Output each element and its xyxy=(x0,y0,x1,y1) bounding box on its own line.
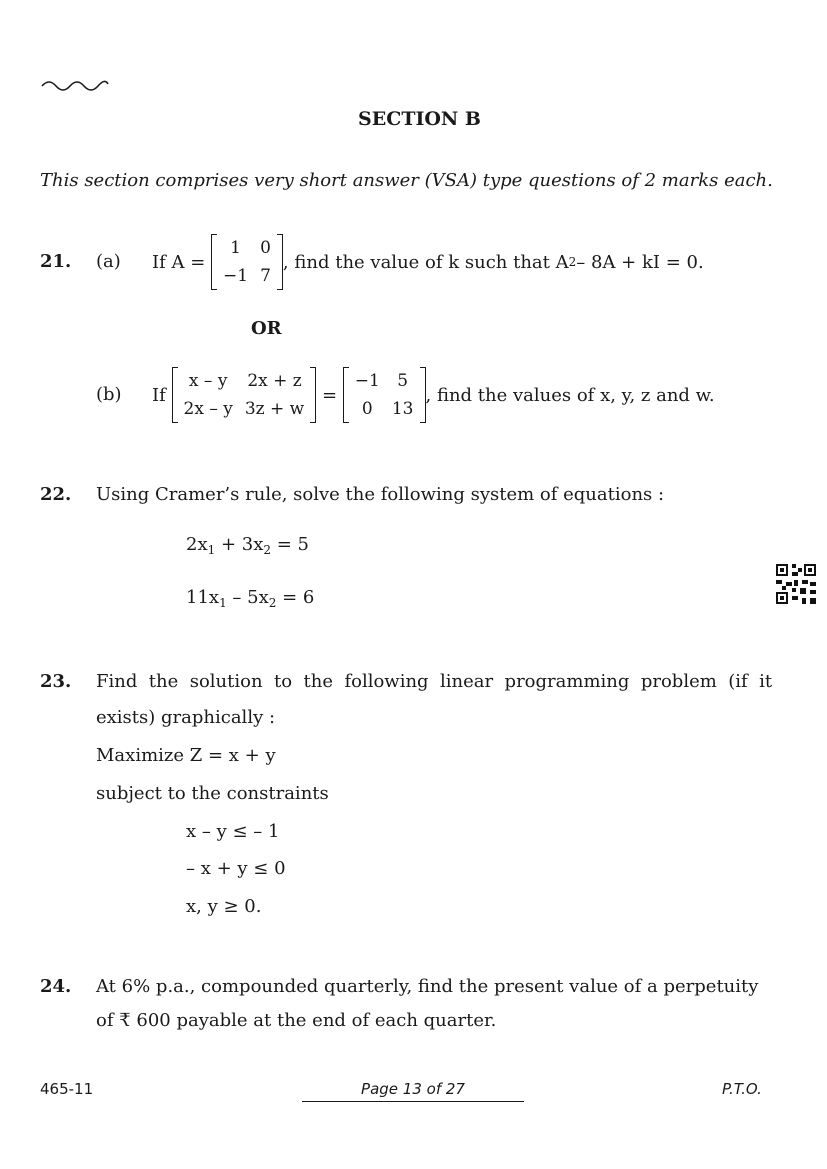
matrix-right-cell: 0 xyxy=(361,399,373,419)
q24-line-1: At 6% p.a., compounded quarterly, find the present value of a perpetuity xyxy=(96,976,759,997)
page-number: Page 13 of 27 xyxy=(361,1080,465,1098)
page-number-underline xyxy=(302,1101,524,1102)
q21a-end: – 8A + kI = 0. xyxy=(576,251,704,273)
eq-part: = 5 xyxy=(271,534,310,555)
equals-sign: = xyxy=(321,384,338,406)
eq-part: = 6 xyxy=(276,587,315,608)
q21a-label: (a) xyxy=(96,251,121,272)
paper-code: 465-11 xyxy=(40,1080,94,1098)
matrix-left-cell: x – y xyxy=(188,371,228,391)
q23-constraint-1: x – y ≤ – 1 xyxy=(186,821,280,842)
matrix-right-cell: −1 xyxy=(354,371,380,391)
eq-part: + 3x xyxy=(215,534,264,555)
question-number-22: 22. xyxy=(40,484,72,505)
matrix-a-cell: 7 xyxy=(260,266,271,286)
question-number-23: 23. xyxy=(40,671,72,692)
matrix-left-cell: 3z + w xyxy=(244,399,305,419)
q23-objective: Maximize Z = x + y xyxy=(96,745,276,766)
q21b-if: If xyxy=(152,384,166,406)
or-separator: OR xyxy=(251,318,282,339)
matrix-left-cell: 2x – y xyxy=(183,399,233,419)
q21a-superscript: 2 xyxy=(568,255,577,269)
matrix-right-cell: 13 xyxy=(391,399,414,419)
q21b-label: (b) xyxy=(96,384,122,405)
q23-line-2: exists) graphically : xyxy=(96,707,276,728)
matrix-a-cell: −1 xyxy=(223,266,249,286)
eq-subscript: 2 xyxy=(263,543,272,557)
eq-part: 2x xyxy=(186,534,208,555)
matrix-a-cell: 0 xyxy=(260,238,271,258)
wave-icon xyxy=(40,76,110,96)
q22-equation-1 xyxy=(186,534,309,557)
eq-subscript: 1 xyxy=(219,596,227,610)
q21a-if: If A = xyxy=(152,251,206,273)
qr-code-icon xyxy=(776,564,816,604)
matrix-right xyxy=(343,367,426,423)
q21a-tail: , find the value of k such that A xyxy=(282,251,569,273)
q23-subject-to: subject to the constraints xyxy=(96,783,329,804)
q24-line-2: of ₹ 600 payable at the end of each quarter. xyxy=(96,1010,497,1031)
question-number-21: 21. xyxy=(40,251,72,272)
matrix-left xyxy=(172,367,317,423)
q23-line-1: Find the solution to the following linear programming problem (if it xyxy=(96,671,773,692)
q22-equation-2 xyxy=(186,587,314,610)
question-number-24: 24. xyxy=(40,976,72,997)
q21b-statement xyxy=(152,366,715,424)
section-description: This section comprises very short answer (VSA) type questions of 2 marks each. xyxy=(40,170,773,191)
eq-part: 11x xyxy=(186,587,220,608)
q23-constraint-3: x, y ≥ 0. xyxy=(186,896,262,917)
matrix-right-cell: 5 xyxy=(397,371,409,391)
pto-label: P.T.O. xyxy=(722,1080,762,1098)
q23-constraint-2: – x + y ≤ 0 xyxy=(186,858,286,879)
q21a-statement xyxy=(152,233,704,291)
eq-subscript: 2 xyxy=(268,596,277,610)
eq-part: – 5x xyxy=(226,587,269,608)
matrix-a-cell: 1 xyxy=(230,238,241,258)
q21b-tail: , find the values of x, y, z and w. xyxy=(425,384,715,406)
section-title: SECTION B xyxy=(358,108,481,130)
matrix-a xyxy=(211,234,283,290)
matrix-left-cell: 2x + z xyxy=(247,371,302,391)
q22-text: Using Cramer’s rule, solve the following system of equations : xyxy=(96,484,665,505)
eq-subscript: 1 xyxy=(207,543,216,557)
